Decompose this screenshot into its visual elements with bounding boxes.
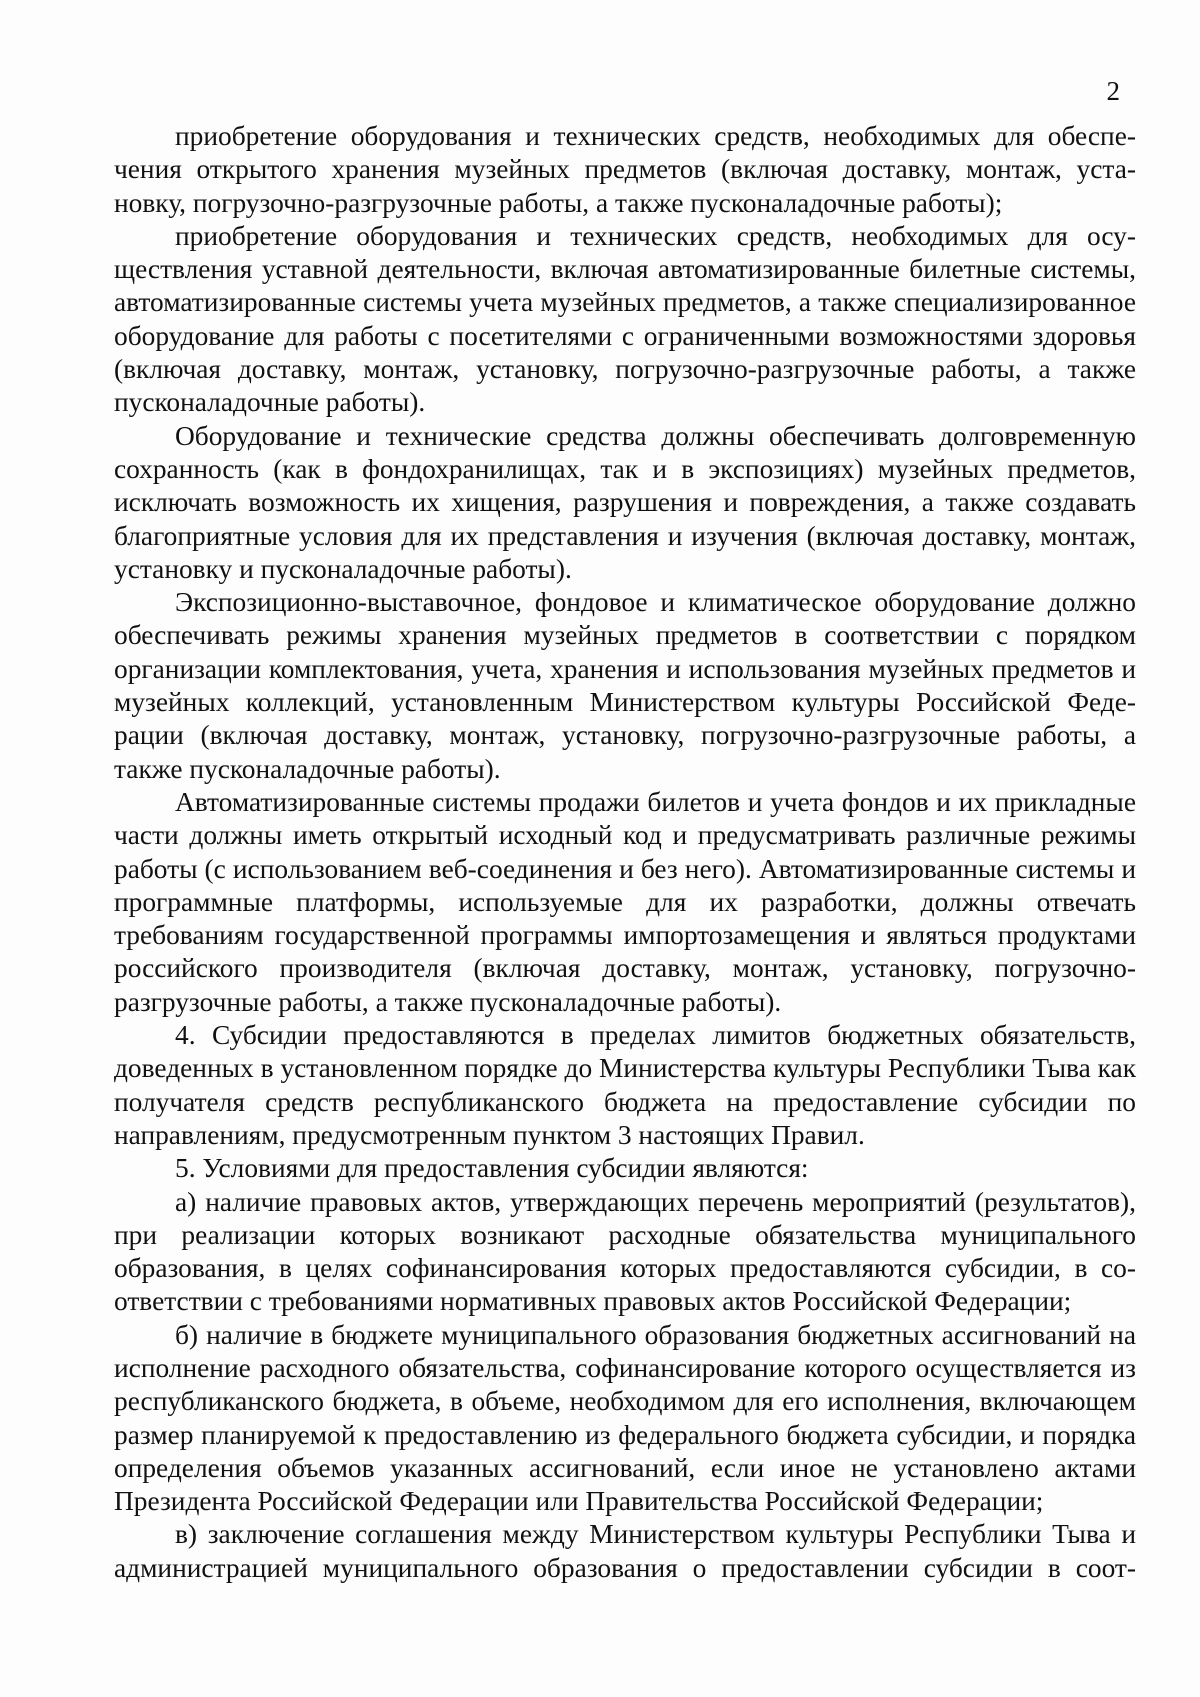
paragraph-item-5b: б) наличие в бюджете муниципального образования бюджетных ассигнований на исполнение расходного обязательства, софинансирование которого осуществляется из республиканского бюджета, в объеме, необходимом для его исполнения, включающем размер планируемой к предоставлению из федерального бюджета субсидии, и порядка определения объемов указанных ассигнований, если иное не установлено актами Президента Российской Федерации или Правительства Российской Федерации;	[114, 1319, 1136, 1517]
paragraph-item-5v: в) заключение соглашения между Министерством культуры Республики Тыва и администрацией муниципального образования о предоставлении субсидии в соот-	[114, 1519, 1136, 1583]
paragraph-preservation: Оборудование и технические средства должны обеспечивать долговременную сохранность (как в фондохранилищах, так и в экспозициях) музейных предметов, исключать возможность их хищения, разрушения и повреждения, а также создавать благоприятные условия для их представления и изучения (включая доставку, монтаж, установку и пусконаладочные работы).	[114, 420, 1136, 584]
document-body	[114, 120, 1136, 1585]
paragraph-item-4: 4. Субсидии предоставляются в пределах лимитов бюджетных обязательств, доведенных в установленном порядке до Министерства культуры Республики Тыва как получателя средств республиканского бюджета на предоставление субсидии по направлениям, предусмотренным пунктом 3 настоящих Правил.	[114, 1020, 1136, 1150]
paragraph-equipment-activity: приобретение оборудования и технических средств, необходимых для осуществления уставной деятельности, включая автоматизированные билетные системы, автоматизированные системы учета музейных предметов, а также специализированное оборудование для работы с посетителями с ограниченными возможностями здоровья (включая доставку, монтаж, установку, погрузочно-разгрузочные работы, а также пусконаладочные работы).	[114, 220, 1136, 418]
paragraph-item-5a: а) наличие правовых актов, утверждающих перечень мероприятий (результатов), при реализации которых возникают расходные обязательства муниципального образования, в целях софинансирования которых предоставляются субсидии, в соответствии с требованиями нормативных правовых актов Российской Федерации;	[114, 1186, 1136, 1317]
page-number: 2	[1106, 76, 1120, 106]
paragraph-automated-systems: Автоматизированные системы продажи билетов и учета фондов и их прикладные части должны иметь открытый исходный код и предусматривать различные режимы работы (с использованием веб-соединения и без него). Автоматизированные системы и программные платформы, используемые для их разработки, должны отвечать требованиям государственной программы импортозамещения и являться продуктами российского производителя (включая доставку, монтаж, установку, погрузочно-разгрузочные работы, а также пусконаладочные работы).	[114, 786, 1136, 1017]
paragraph-equipment-storage: приобретение оборудования и технических средств, необходимых для обеспечения открытого хранения музейных предметов (включая доставку, монтаж, установку, погрузочно-разгрузочные работы, а также пусконаладочные работы);	[114, 121, 1136, 218]
paragraph-item-5: 5. Условиями для предоставления субсидии являются:	[175, 1153, 809, 1184]
paragraph-exposition-equipment: Экспозиционно-выставочное, фондовое и климатическое оборудование должно обеспечивать режимы хранения музейных предметов в соответствии с порядком организации комплектования, учета, хранения и использования музейных предметов и музейных коллекций, установленным Министерством культуры Российской Федерации (включая доставку, монтаж, установку, погрузочно-разгрузочные работы, а также пусконаладочные работы).	[114, 587, 1136, 784]
